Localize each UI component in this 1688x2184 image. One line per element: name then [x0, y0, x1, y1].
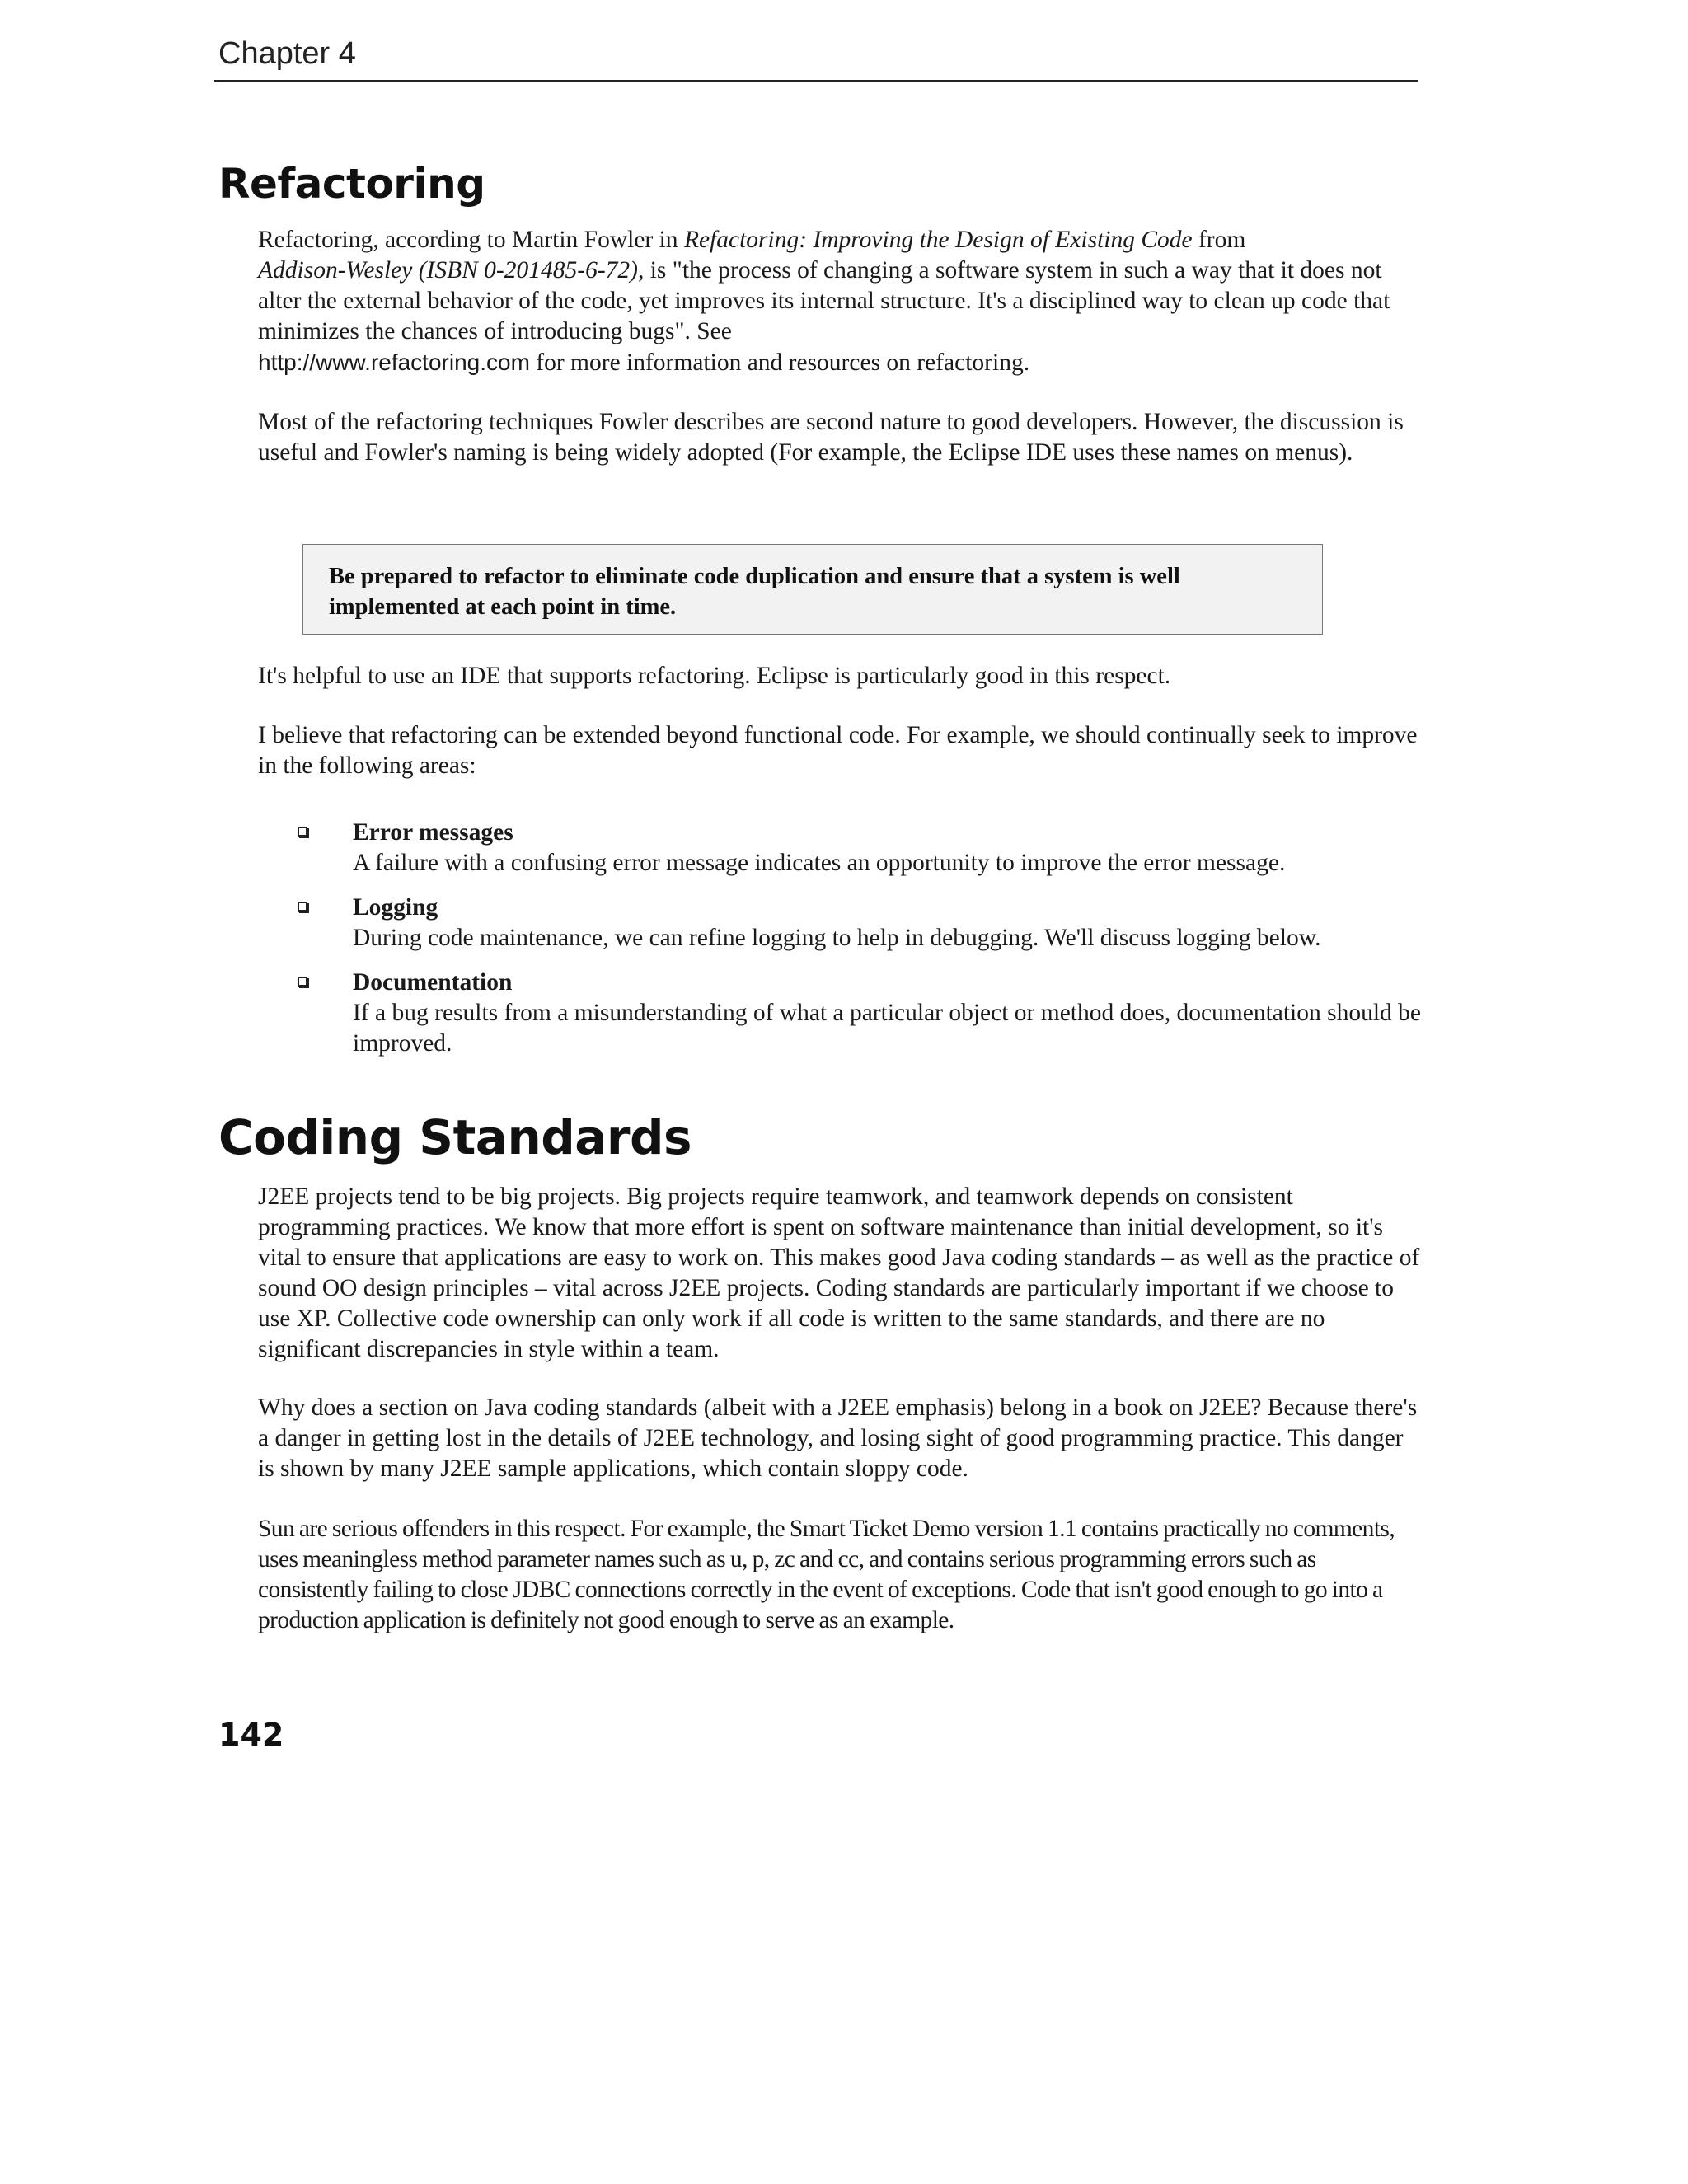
p1-text-3: , is "the process of changing a software system in such a way that it does not alter the external behavior of the code, yet improves its internal structure. It's a disciplined way to clean up code that minimizes the chances of introducing bugs". See — [258, 257, 1390, 344]
checkbox-bullet-icon — [298, 902, 307, 912]
publisher-isbn: Addison-Wesley (ISBN 0-201485-6-72) — [258, 257, 638, 284]
callout-box: Be prepared to refactor to eliminate code duplication and ensure that a system is well implemented at each point in time. — [302, 544, 1323, 635]
list-item-description: A failure with a confusing error message indicates an opportunity to improve the error message. — [353, 850, 1286, 876]
list-item-title: Documentation — [353, 969, 513, 996]
coding-standards-paragraph-1: J2EE projects tend to be big projects. Big projects require teamwork, and teamwork depends on consistent programming practices. We know that more effort is spent on software maintenance than initial development, so it's vital to ensure that applications are easy to work on. This makes good Java coding standards – as well as the practice of sound OO design principles – vital across J2EE projects. Coding standards are particularly important if we choose to use XP. Collective code ownership can only work if all code is written to the same standards, and there are no significant discrepancies in style within a team. — [258, 1183, 1420, 1362]
refactoring-paragraph-2: Most of the refactoring techniques Fowler describes are second nature to good developers. However, the discussion is useful and Fowler's naming is being widely adopted (For example, the Eclipse IDE uses these names on menus). — [258, 409, 1404, 466]
p1-text-2: from — [1192, 227, 1246, 253]
checkbox-bullet-icon — [298, 827, 307, 837]
page-number: 142 — [218, 1717, 284, 1753]
improvement-areas-list — [293, 818, 1422, 1073]
p1-text-4: for more information and resources on refactoring. — [529, 349, 1030, 376]
list-item-title: Error messages — [353, 819, 513, 846]
list-item — [293, 818, 1422, 879]
list-item-description: During code maintenance, we can refine logging to help in debugging. We'll discuss logging below. — [353, 925, 1321, 951]
checkbox-bullet-icon — [298, 977, 307, 987]
coding-standards-paragraph-2: Why does a section on Java coding standards (albeit with a J2EE emphasis) belong in a book on J2EE? Because there's a danger in getting lost in the details of J2EE technology, and losing sight of good programming practice. This danger is shown by many J2EE sample applications, which contain sloppy code. — [258, 1394, 1418, 1482]
refactoring-paragraph-1 — [258, 225, 1420, 378]
section-heading-refactoring: Refactoring — [218, 160, 485, 208]
coding-standards-paragraph-3: Sun are serious offenders in this respect. For example, the Smart Ticket Demo version 1.1 contains practically no comments, uses meaningless method parameter names such as u, p, zc and cc, and contains serious programming errors such as consistently failing to close JDBC connections correctly in the event of exceptions. Code that isn't good enough to go into a production application is definitely not good enough to serve as an example. — [258, 1516, 1395, 1633]
running-head: Chapter 4 — [218, 36, 356, 71]
list-item-title: Logging — [353, 894, 438, 921]
refactoring-paragraph-4: I believe that refactoring can be extended beyond functional code. For example, we should continually seek to improve in the following areas: — [258, 722, 1418, 779]
p1-text-1: Refactoring, according to Martin Fowler in — [258, 227, 684, 253]
list-item — [293, 968, 1422, 1059]
refactoring-paragraph-3: It's helpful to use an IDE that supports refactoring. Eclipse is particularly good in this respect. — [258, 663, 1171, 689]
header-rule — [214, 80, 1418, 82]
section-heading-coding-standards: Coding Standards — [218, 1109, 692, 1165]
list-item-description: If a bug results from a misunderstanding of what a particular object or method does, documentation should be improved. — [353, 1000, 1422, 1057]
refactoring-url: http://www.refactoring.com — [258, 349, 530, 375]
book-title: Refactoring: Improving the Design of Existing Code — [683, 227, 1193, 253]
list-item — [293, 893, 1422, 954]
